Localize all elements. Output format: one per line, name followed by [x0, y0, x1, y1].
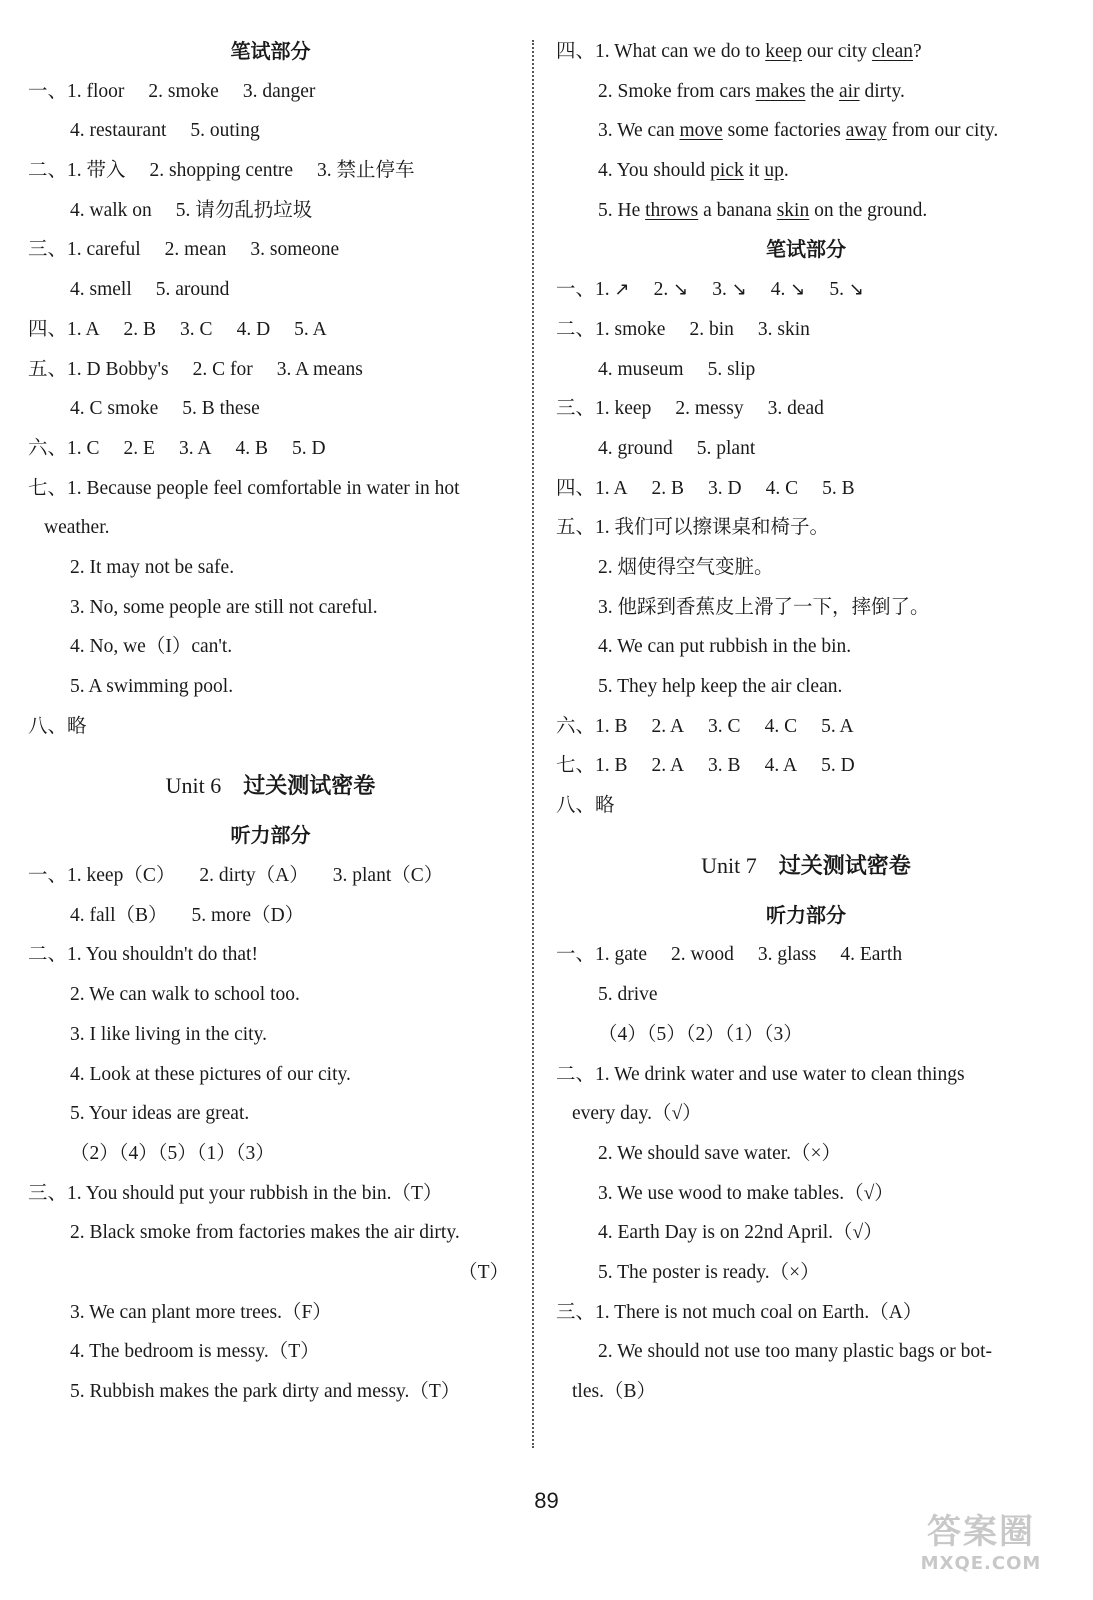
answer-text: from our city. [886, 120, 999, 142]
answer-item: 3. 禁止停车 [317, 160, 415, 182]
answer-item: 4. D [236, 318, 271, 340]
answer-item: 4. ground [598, 437, 673, 459]
answer-item [829, 270, 864, 310]
answer-item: 4. C [765, 477, 799, 499]
answer-row [556, 191, 1056, 231]
answer-item: 3. A [178, 437, 212, 459]
answer-text: the [805, 80, 839, 102]
answer-item: 3. danger [242, 80, 316, 102]
answer-text: 1. You should put your rubbish in the bin.（T） [67, 1182, 443, 1204]
answer-text: tles.（B） [572, 1381, 656, 1402]
section-heading: 听力部分 [230, 823, 311, 848]
answer-item: 3. someone [250, 239, 340, 261]
answer-row [28, 350, 513, 390]
unit-name: 过关测试密卷 [243, 774, 376, 800]
section-heading: 笔试部分 [230, 39, 311, 63]
answer-text: some factories [722, 120, 846, 142]
unit-label: Unit 7 [701, 852, 757, 878]
falling-arrow-icon: ↘ [673, 279, 689, 301]
unit-name: 过关测试密卷 [778, 853, 911, 879]
answer-text: 2. We should not use too many plastic bags or bot- [598, 1341, 992, 1363]
answer-text: 4. No, we（I）can't. [70, 636, 233, 658]
answer-text: 5. They help keep the air clean. [598, 676, 843, 697]
question-number: 八、 [556, 795, 596, 817]
answer-row [28, 389, 513, 429]
answer-item: 4. C [764, 715, 798, 737]
answer-row [556, 469, 1056, 509]
answer-row [556, 786, 1056, 826]
answer-text: 1. We drink water and use water to clean things [595, 1063, 965, 1085]
answer-text: 3. No, some people are still not careful. [70, 596, 378, 618]
answer-text: 2. We should save water.（×） [598, 1142, 842, 1164]
answer-text: ? [913, 41, 922, 62]
answer-item: 1. C [67, 437, 100, 459]
answer-row [556, 707, 1056, 747]
answer-item: 3. C [708, 715, 741, 737]
answer-text: it [743, 160, 765, 182]
answer-row [28, 935, 513, 975]
answer-text: 略 [67, 715, 87, 737]
answer-item: 1. careful [67, 239, 141, 261]
answer-item: 3. C [180, 318, 213, 340]
answer-row [556, 389, 1056, 429]
answer-text: （T） [458, 1261, 509, 1283]
underlined-word: move [679, 120, 723, 142]
answer-item: 4. A [764, 755, 798, 777]
answer-item: 2. mean [164, 239, 227, 261]
answer-row [28, 111, 513, 151]
answer-text: our city [802, 41, 872, 62]
underlined-word: skin [776, 199, 810, 221]
answer-text: 5. drive [598, 984, 658, 1006]
answer-row [556, 270, 1056, 310]
question-number: 五、 [556, 517, 596, 539]
answer-text: 5. He [598, 199, 646, 221]
answer-text: weather. [44, 517, 110, 539]
answer-item: 1. A [595, 477, 628, 499]
answer-row [556, 935, 1056, 975]
answer-item: 4. fall（B） [70, 904, 168, 926]
underlined-word: keep [765, 41, 803, 62]
answer-text: 5. Rubbish makes the park dirty and messy.（T） [70, 1381, 461, 1402]
question-number: 二、 [556, 318, 596, 340]
falling-arrow-icon: ↘ [790, 279, 806, 301]
answer-item: 5. D [291, 437, 326, 459]
answer-item: 3. skin [757, 318, 810, 340]
answer-item: 5. plant [696, 437, 756, 459]
answer-item: 1. 带入 [67, 160, 126, 182]
page-number: 89 [534, 1488, 559, 1513]
watermark-logo [891, 1512, 1071, 1582]
answer-text: 2. It may not be safe. [70, 556, 235, 578]
answer-text: 2. Black smoke from factories makes the air dirty. [70, 1222, 460, 1244]
answer-item: 4. museum [598, 358, 684, 380]
answer-item: 2. messy [675, 398, 744, 420]
answer-item: 2. dirty（A） [199, 865, 309, 887]
question-number: 一、 [556, 944, 596, 966]
answer-row [556, 1055, 1056, 1095]
answer-item: 5. A [821, 715, 854, 737]
answer-text: on the ground. [809, 199, 928, 221]
column-divider [532, 40, 534, 1448]
answer-row [28, 270, 513, 310]
answer-item: 4. smell [70, 279, 132, 301]
answer-text: 2. 烟使得空气变脏。 [598, 556, 774, 578]
answer-row [556, 1293, 1056, 1333]
item-number: 5. [829, 279, 845, 301]
left-column [28, 32, 513, 1412]
answer-row [28, 151, 513, 191]
falling-arrow-icon: ↘ [848, 279, 864, 301]
answer-text: 1. There is not much coal on Earth.（A） [595, 1301, 923, 1323]
answer-text: 1. Because people feel comfortable in water in hot [67, 477, 460, 499]
answer-text: a banana [698, 199, 777, 221]
answer-item: 1. gate [595, 944, 647, 966]
right-column [556, 32, 1056, 1412]
answer-row [556, 32, 1056, 72]
answer-item: 5. more（D） [191, 904, 305, 926]
answer-text: 4. Look at these pictures of our city. [70, 1063, 351, 1085]
watermark-text: 答案圈 [927, 1512, 1035, 1552]
answer-row [28, 856, 513, 896]
answer-text: . [783, 160, 789, 182]
answer-item: 2. A [651, 755, 685, 777]
question-number: 一、 [556, 279, 596, 301]
underlined-word: pick [710, 160, 744, 182]
question-number: 二、 [28, 944, 68, 966]
answer-item: 2. shopping centre [149, 160, 294, 182]
item-number: 2. [653, 279, 669, 301]
question-number: 一、 [28, 865, 68, 887]
answer-row [28, 230, 513, 270]
answer-item: 3. plant（C） [332, 865, 444, 887]
answer-item: 5. B [822, 477, 855, 499]
answer-item: 4. Earth [840, 944, 903, 966]
answer-text: 略 [595, 795, 615, 817]
answer-text: 5. A swimming pool. [70, 676, 234, 697]
answer-text: 3. We can [598, 120, 680, 142]
question-number: 四、 [556, 477, 596, 499]
answer-text: 1. What can we do to [595, 41, 766, 62]
question-number: 二、 [556, 1063, 596, 1085]
question-number: 四、 [556, 41, 596, 62]
answer-text: 5. The poster is ready.（×） [598, 1261, 820, 1283]
answer-row [28, 896, 513, 936]
answer-row [556, 350, 1056, 390]
answer-text: 2. Smoke from cars [598, 80, 756, 102]
item-number: 1. [595, 279, 610, 301]
unit-title [556, 836, 1056, 896]
rising-arrow-icon: ↗ [614, 279, 630, 301]
answer-order: （4）（5）（2）（1）（3） [598, 1023, 803, 1045]
answer-text: 4. You should [598, 160, 711, 182]
answer-text: 2. We can walk to school too. [70, 984, 300, 1006]
question-number: 八、 [28, 715, 68, 737]
answer-item: 1. smoke [595, 318, 666, 340]
answer-item: 3. A means [276, 358, 363, 380]
unit-title [28, 756, 513, 816]
answer-row [556, 429, 1056, 469]
answer-item: 5. outing [190, 120, 260, 142]
underlined-word: makes [755, 80, 806, 102]
answer-row [556, 151, 1056, 191]
answer-text: dirty. [859, 80, 905, 102]
answer-item: 4. B [235, 437, 268, 459]
underlined-word: away [845, 120, 887, 142]
answer-item: 5. A [294, 318, 327, 340]
item-number: 4. [770, 279, 786, 301]
answer-item: 2. C for [192, 358, 253, 380]
answer-text: 3. 他踩到香蕉皮上滑了一下，摔倒了。 [598, 596, 930, 618]
question-number: 三、 [28, 239, 68, 261]
unit-label: Unit 6 [165, 773, 222, 799]
answer-item [771, 270, 806, 310]
section-heading: 听力部分 [766, 902, 846, 927]
answer-item: 1. D Bobby's [67, 358, 169, 380]
answer-row [28, 72, 513, 112]
answer-item: 2. A [651, 715, 685, 737]
answer-item: 2. bin [689, 318, 734, 340]
answer-order: （2）（4）（5）（1）（3） [70, 1142, 275, 1164]
question-number: 二、 [28, 160, 68, 182]
answer-row [28, 310, 513, 350]
answer-item: 1. B [595, 755, 628, 777]
answer-item: 3. glass [757, 944, 817, 966]
answer-row [28, 707, 513, 747]
answer-text: 4. We can put rubbish in the bin. [598, 636, 852, 658]
item-number: 3. [712, 279, 727, 301]
answer-text: 3. We can plant more trees.（F） [70, 1301, 332, 1323]
answer-text: 4. Earth Day is on 22nd April.（√） [598, 1222, 883, 1244]
underlined-word: clean [871, 41, 914, 62]
answer-item: 3. B [708, 755, 741, 777]
answer-row [28, 191, 513, 231]
answer-item: 5. B these [182, 398, 260, 420]
answer-item: 1. B [595, 715, 628, 737]
underlined-word: up [764, 160, 784, 182]
answer-item: 2. B [651, 477, 685, 499]
answer-item [712, 270, 747, 310]
question-number: 五、 [28, 358, 68, 380]
answer-text: 3. We use wood to make tables.（√） [598, 1182, 894, 1204]
answer-item: 2. smoke [148, 80, 219, 102]
answer-item: 1. keep（C） [67, 865, 176, 887]
answer-item: 1. A [67, 318, 100, 340]
answer-item: 5. around [155, 279, 230, 301]
answer-text: 1. 我们可以擦课桌和椅子。 [595, 517, 830, 539]
answer-item: 3. dead [767, 398, 824, 420]
answer-row [556, 508, 1056, 548]
answer-item [595, 270, 630, 310]
question-number: 三、 [556, 1301, 596, 1323]
answer-item: 4. walk on [70, 199, 152, 221]
answer-text: 1. You shouldn't do that! [67, 944, 258, 966]
answer-text: every day.（√） [572, 1103, 702, 1125]
question-number: 三、 [28, 1182, 68, 1204]
answer-item: 5. D [821, 755, 855, 777]
answer-item: 2. B [123, 318, 157, 340]
answer-item: 2. E [123, 437, 155, 459]
answer-text: 4. The bedroom is messy.（T） [70, 1341, 320, 1363]
answer-item: 5. slip [707, 358, 756, 380]
answer-item: 4. C smoke [70, 398, 159, 420]
underlined-word: air [839, 80, 860, 102]
answer-item: 2. wood [671, 944, 734, 966]
answer-row [28, 1174, 513, 1214]
answer-row [28, 469, 513, 509]
answer-item: 1. floor [67, 80, 125, 102]
question-number: 六、 [556, 715, 596, 737]
falling-arrow-icon: ↘ [731, 279, 747, 301]
question-number: 一、 [28, 80, 68, 102]
question-number: 七、 [556, 755, 596, 777]
answer-item [654, 270, 689, 310]
answer-item: 3. D [708, 477, 742, 499]
answer-row [556, 72, 1056, 112]
section-heading: 笔试部分 [766, 237, 846, 262]
answer-row [556, 111, 1056, 151]
answer-row [556, 310, 1056, 350]
answer-row [556, 746, 1056, 786]
answer-text: 3. I like living in the city. [70, 1023, 267, 1045]
answer-text: 5. Your ideas are great. [70, 1103, 250, 1125]
question-number: 六、 [28, 437, 68, 459]
question-number: 四、 [28, 318, 68, 340]
answer-item: 5. 请勿乱扔垃圾 [175, 199, 313, 221]
answer-row [28, 429, 513, 469]
question-number: 七、 [28, 477, 68, 499]
watermark-url: MXQE.COM [920, 1553, 1042, 1574]
question-number: 三、 [556, 398, 596, 420]
answer-item: 4. restaurant [70, 120, 167, 142]
underlined-word: throws [645, 199, 699, 221]
answer-item: 1. keep [595, 398, 652, 420]
